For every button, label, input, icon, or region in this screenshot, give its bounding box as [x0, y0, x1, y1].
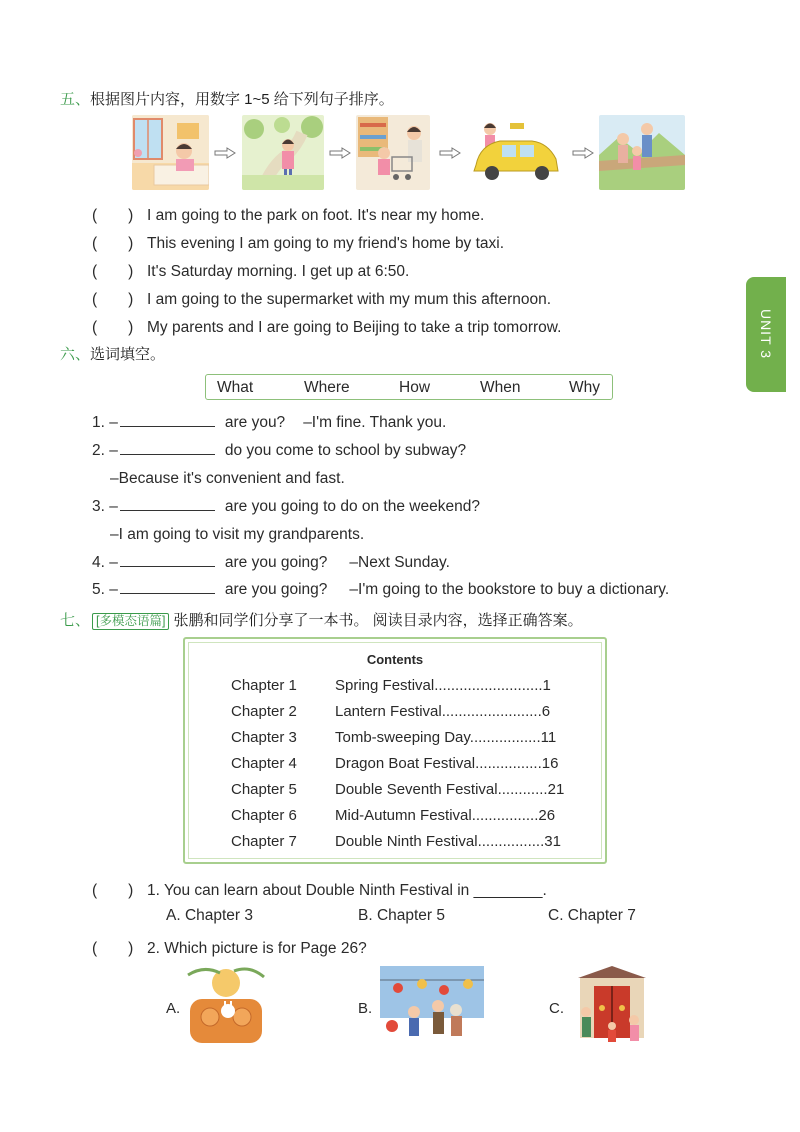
- section6-instruction: 选词填空。: [90, 346, 166, 363]
- mid-autumn-picture[interactable]: [184, 965, 268, 1047]
- chapter-entry: Spring Festival..........................1: [335, 677, 551, 694]
- section7-instruction: 张鹏和同学们分享了一本书。 阅读目录内容，选择正确答案。: [173, 612, 583, 629]
- unit-tab-label: UNIT 3: [758, 308, 774, 360]
- option-c[interactable]: C. Chapter 7: [548, 907, 636, 924]
- fill-item: [92, 414, 446, 432]
- question-1: [92, 878, 547, 900]
- option-a[interactable]: A. Chapter 3: [166, 907, 254, 924]
- supermarket-picture: [356, 115, 430, 190]
- chapter-entry: Mid-Autumn Festival................26: [335, 807, 556, 824]
- answer-paren[interactable]: ( ): [92, 940, 134, 957]
- chapter-label: Chapter 3: [231, 729, 297, 746]
- item-number: 5. –: [92, 581, 118, 598]
- sentence-text: This evening I am going to my friend's home by taxi.: [147, 235, 505, 252]
- item-number: 1. –: [92, 414, 118, 431]
- morning-wakeup-picture: [132, 115, 209, 190]
- item-text: do you come to school by subway?: [224, 442, 467, 459]
- option-a-label[interactable]: A.: [166, 1000, 181, 1017]
- chapter-label: Chapter 1: [231, 677, 297, 694]
- answer-paren[interactable]: ( ): [92, 291, 134, 308]
- question-text: 1. You can learn about Double Ninth Festival in ________.: [147, 882, 547, 899]
- spring-festival-picture[interactable]: [572, 964, 652, 1048]
- fill-item: [92, 442, 466, 460]
- chapter-entry: Double Ninth Festival................31: [335, 833, 561, 850]
- section5-sentence: [92, 259, 409, 281]
- chapter-entry: Tomb-sweeping Day.................11: [335, 729, 557, 746]
- chapter-label: Chapter 6: [231, 807, 297, 824]
- word-option: When: [480, 379, 521, 396]
- trip-picture: [599, 115, 685, 190]
- item-text: are you going?: [224, 554, 328, 571]
- chapter-label: Chapter 7: [231, 833, 297, 850]
- arrow-right-icon: [439, 147, 461, 159]
- fill-item: [92, 554, 450, 572]
- arrow-right-icon: [329, 147, 351, 159]
- section7-number: 七、: [60, 612, 91, 629]
- item-text: are you going to do on the weekend?: [224, 498, 480, 515]
- word-option: Why: [569, 379, 600, 396]
- section5-sentence: [92, 203, 484, 225]
- section6-number: 六、: [60, 346, 91, 363]
- answer-paren[interactable]: ( ): [92, 319, 134, 336]
- sentence-text: My parents and I are going to Beijing to take a trip tomorrow.: [147, 319, 562, 336]
- answer-blank[interactable]: [120, 582, 215, 594]
- item-number: 2. –: [92, 442, 118, 459]
- word-bank: [205, 374, 613, 400]
- word-option: How: [399, 379, 431, 396]
- item-number: 4. –: [92, 554, 118, 571]
- item-reply: –I'm fine. Thank you.: [303, 414, 447, 431]
- answer-paren[interactable]: ( ): [92, 235, 134, 252]
- double-ninth-picture[interactable]: [380, 966, 484, 1046]
- arrow-right-icon: [572, 147, 594, 159]
- answer-paren[interactable]: ( ): [92, 207, 134, 224]
- section5-sentence: [92, 315, 561, 337]
- item-text: are you?: [224, 414, 286, 431]
- sentence-text: I am going to the supermarket with my mum this afternoon.: [147, 291, 552, 308]
- question-text: 2. Which picture is for Page 26?: [147, 940, 367, 957]
- fill-item: [92, 498, 480, 516]
- section5-instruction: 根据图片内容，用数字 1~5 给下列句子排序。: [90, 91, 394, 108]
- sentence-text: It's Saturday morning. I get up at 6:50.: [147, 263, 410, 280]
- fill-item: [92, 581, 669, 599]
- walk-to-park-picture: [242, 115, 324, 190]
- word-option: What: [217, 379, 254, 396]
- item-reply: –Next Sunday.: [349, 554, 450, 571]
- item-text: are you going?: [224, 581, 328, 598]
- chapter-label: Chapter 2: [231, 703, 297, 720]
- answer-paren[interactable]: ( ): [92, 882, 134, 899]
- section5-title: [60, 88, 394, 109]
- option-b[interactable]: B. Chapter 5: [358, 907, 446, 924]
- chapter-label: Chapter 5: [231, 781, 297, 798]
- section5-sentence: [92, 287, 551, 309]
- sentence-text: I am going to the park on foot. It's near my home.: [147, 207, 485, 224]
- multimodal-tag: [多模态语篇]: [92, 613, 169, 630]
- chapter-entry: Lantern Festival........................6: [335, 703, 551, 720]
- item-number: 3. –: [92, 498, 118, 515]
- question-2: [92, 936, 367, 958]
- option-b-label[interactable]: B.: [358, 1000, 373, 1017]
- contents-box: [183, 637, 607, 864]
- item-reply: –Because it's convenient and fast.: [110, 470, 345, 487]
- section7-title: [60, 609, 583, 630]
- item-reply: –I'm going to the bookstore to buy a dictionary.: [349, 581, 670, 598]
- answer-paren[interactable]: ( ): [92, 263, 134, 280]
- section6-title: [60, 343, 165, 364]
- answer-blank[interactable]: [120, 415, 215, 427]
- answer-blank[interactable]: [120, 443, 215, 455]
- arrow-right-icon: [214, 147, 236, 159]
- taxi-picture: [470, 115, 562, 190]
- answer-blank[interactable]: [120, 555, 215, 567]
- chapter-entry: Dragon Boat Festival................16: [335, 755, 559, 772]
- option-c-label[interactable]: C.: [549, 1000, 564, 1017]
- chapter-label: Chapter 4: [231, 755, 297, 772]
- contents-title: Contents: [366, 652, 424, 667]
- section5-number: 五、: [60, 91, 91, 108]
- item-reply: –I am going to visit my grandparents.: [110, 526, 365, 543]
- word-option: Where: [304, 379, 350, 396]
- chapter-entry: Double Seventh Festival............21: [335, 781, 565, 798]
- answer-blank[interactable]: [120, 499, 215, 511]
- section5-sentence: [92, 231, 504, 253]
